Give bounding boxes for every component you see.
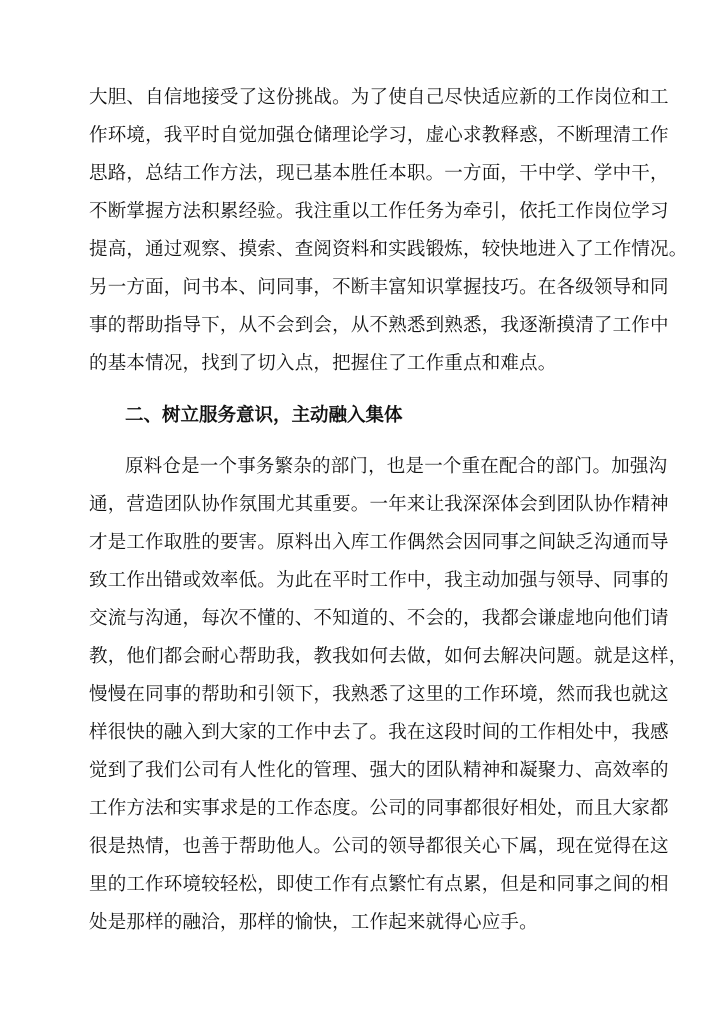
paragraph-line: 思路，总结工作方法，现已基本胜任本职。一方面，干中学、学中干， [89,163,669,184]
paragraph-line: 处是那样的融洽，那样的愉快，工作起来就得心应手。 [89,912,538,933]
section-heading: 二、树立服务意识，主动融入集体 [125,405,403,426]
paragraph-line: 致工作出错或效率低。为此在平时工作中，我主动加强与领导、同事的 [89,570,669,591]
paragraph-line: 大胆、自信地接受了这份挑战。为了使自己尽快适应新的工作岗位和工 [89,87,669,108]
paragraph-line: 才是工作取胜的要害。原料出入库工作偶然会因同事之间缺乏沟通而导 [89,532,669,553]
paragraph-line: 通，营造团队协作氛围尤其重要。一年来让我深深体会到团队协作精神 [89,494,669,515]
paragraph-line: 样很快的融入到大家的工作中去了。我在这段时间的工作相处中，我感 [89,722,669,743]
paragraph-line: 的基本情况，找到了切入点，把握住了工作重点和难点。 [89,353,557,374]
paragraph-line: 教，他们都会耐心帮助我，教我如何去做，如何去解决问题。就是这样， [89,646,688,667]
paragraph-line: 事的帮助指导下，从不会到会，从不熟悉到熟悉，我逐渐摸清了工作中 [89,315,669,336]
paragraph-line: 工作方法和实事求是的工作态度。公司的同事都很好相处，而且大家都 [89,798,669,819]
paragraph-line: 不断掌握方法积累经验。我注重以工作任务为牵引，依托工作岗位学习 [89,201,669,222]
paragraph-line: 提高，通过观察、摸索、查阅资料和实践锻炼，较快地进入了工作情况。 [89,239,688,260]
paragraph-line: 交流与沟通，每次不懂的、不知道的、不会的，我都会谦虚地向他们请 [89,608,669,629]
paragraph-line: 作环境，我平时自觉加强仓储理论学习，虚心求教释惑，不断理清工作 [89,125,669,146]
paragraph-line: 很是热情，也善于帮助他人。公司的领导都很关心下属，现在觉得在这 [89,836,669,857]
paragraph-line: 慢慢在同事的帮助和引领下，我熟悉了这里的工作环境，然而我也就这 [89,684,669,705]
paragraph-line: 原料仓是一个事务繁杂的部门，也是一个重在配合的部门。加强沟 [125,456,668,477]
paragraph-line: 里的工作环境较轻松，即使工作有点繁忙有点累，但是和同事之间的相 [89,874,669,895]
paragraph-line: 另一方面，问书本、问同事，不断丰富知识掌握技巧。在各级领导和同 [89,277,669,298]
paragraph-line: 觉到了我们公司有人性化的管理、强大的团队精神和凝聚力、高效率的 [89,760,669,781]
